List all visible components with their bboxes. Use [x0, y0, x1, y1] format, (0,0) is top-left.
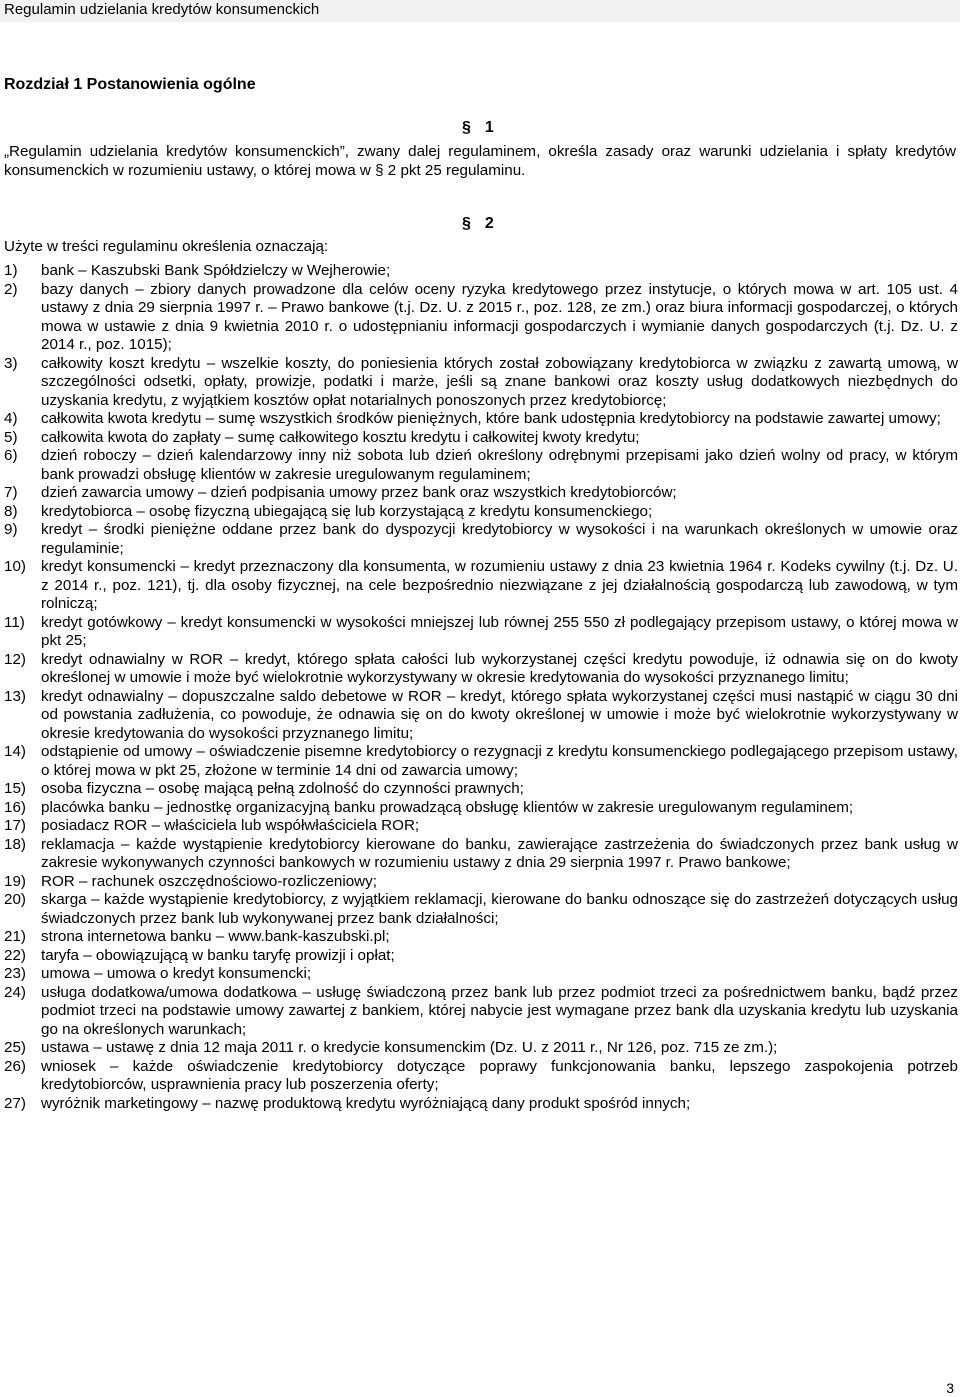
- list-item-text: taryfa – obowiązującą w banku taryfę prowizji i opłat;: [41, 946, 395, 964]
- list-item: [4, 614, 958, 651]
- list-item: [4, 1095, 958, 1114]
- list-item-number: 22): [4, 946, 26, 964]
- list-item-number: 17): [4, 817, 26, 834]
- list-item-text: odstąpienie od umowy – oświadczenie pisemne kredytobiorcy o rezygnacji z kredytu konsumenckiego podlegającego przepisom ustawy, o której mowa w pkt 25, złożone w terminie 14 dni od zawarcia umowy;: [41, 743, 958, 779]
- list-item-number: 13): [4, 687, 26, 705]
- list-item-number: 27): [4, 1094, 26, 1112]
- list-item-number: 23): [4, 965, 26, 982]
- list-item: [4, 410, 958, 429]
- list-item-number: 24): [4, 983, 26, 1001]
- list-item: [4, 429, 958, 448]
- list-item-text: reklamacja – każde wystąpienie kredytobiorcy kierowane do banku, zawierające zastrzeżenia do świadczonych przez bank usług w zakresie wykonywanych czynności bankowych w rozumieniu ustawy z dnia 29 sierpnia 1997 r. Prawo bankowe;: [41, 835, 958, 871]
- list-item-number: 8): [4, 502, 18, 520]
- list-item: [4, 873, 958, 892]
- list-item-number: 26): [4, 1057, 26, 1075]
- section-2-intro-text: Użyte w treści regulaminu określenia oznaczają:: [4, 238, 329, 255]
- section-symbol: §: [462, 119, 471, 136]
- list-item: [4, 817, 958, 836]
- list-item: [4, 688, 958, 744]
- definitions-list: [4, 262, 958, 1113]
- list-item-text: kredyt odnawialny – dopuszczalne saldo debetowe w ROR – kredyt, którego spłata wykorzystanej części musi nastąpić w ciągu 30 dni od powstania zadłużenia, co powoduje, że odnawia się on do kwoty określonej w umowie i może być wielokrotnie wykorzystywany w okresie kredytowania do wysokości przyznanego limitu;: [41, 687, 958, 742]
- section-1-heading: [462, 118, 494, 138]
- list-item: [4, 965, 958, 984]
- list-item-text: ROR – rachunek oszczędnościowo-rozliczeniowy;: [41, 872, 377, 890]
- list-item: [4, 521, 958, 558]
- section-number: 2: [484, 215, 494, 232]
- list-item-text: umowa – umowa o kredyt konsumencki;: [41, 965, 312, 982]
- list-item-number: 18): [4, 835, 26, 853]
- list-item-text: strona internetowa banku – www.bank-kaszubski.pl;: [41, 928, 390, 945]
- list-item: [4, 799, 958, 818]
- list-item: [4, 484, 958, 503]
- list-item-text: ustawa – ustawę z dnia 12 maja 2011 r. o kredycie konsumenckim (Dz. U. z 2011 r., Nr 126, poz. 715 ze zm.);: [41, 1039, 778, 1056]
- list-item-number: 9): [4, 521, 18, 538]
- document-header: [0, 0, 960, 22]
- list-item-number: 6): [4, 447, 18, 464]
- page-number: 3: [946, 1380, 954, 1396]
- list-item-number: 14): [4, 743, 26, 760]
- list-item-text: kredyt – środki pieniężne oddane przez bank do dyspozycji kredytobiorcy w wysokości i na warunkach określonych w umowie oraz regulaminie;: [41, 521, 958, 557]
- list-item-text: dzień roboczy – dzień kalendarzowy inny niż sobota lub dzień określony odrębnymi przepisami jako dzień wolny od pracy, w którym bank prowadzi obsługę klientów w zakresie uregulowanym regulaminem;: [41, 447, 958, 483]
- list-item-text: placówka banku – jednostkę organizacyjną banku prowadzącą obsługę klientów w zakresie uregulowanym regulaminem;: [41, 798, 854, 816]
- list-item-number: 15): [4, 780, 26, 797]
- list-item: [4, 447, 958, 484]
- list-item: [4, 651, 958, 688]
- list-item-number: 25): [4, 1039, 26, 1056]
- chapter-title: Rozdział 1 Postanowienia ogólne: [4, 76, 256, 93]
- list-item-number: 12): [4, 650, 26, 668]
- list-item-number: 5): [4, 428, 18, 446]
- list-item-number: 20): [4, 891, 26, 908]
- list-item: [4, 503, 958, 522]
- section-2-intro: [4, 238, 956, 257]
- list-item: [4, 743, 958, 780]
- list-item: [4, 947, 958, 966]
- list-item-text: kredyt konsumencki – kredyt przeznaczony dla konsumenta, w rozumieniu ustawy z dnia 23 kwietnia 1964 r. Kodeks cywilny (t.j. Dz. U. z 2014 r., poz. 121), tj. dla osoby fizycznej, na cele bezpośrednio niezwiązane z jej działalnością gospodarczą lub zawodową, w tym rolniczą;: [41, 558, 958, 612]
- list-item-number: 3): [4, 354, 18, 372]
- list-item-text: kredyt gotówkowy – kredyt konsumencki w wysokości mniejszej lub równej 255 550 zł podlegający przepisom ustawy, o której mowa w pkt 25;: [41, 613, 958, 649]
- list-item: [4, 262, 958, 281]
- list-item-text: osoba fizyczna – osobę mającą pełną zdolność do czynności prawnych;: [41, 780, 524, 797]
- list-item-text: całkowity koszt kredytu – wszelkie koszty, do poniesienia których został zobowiązany kredytobiorca w związku z zawartą umową, w szczególności odsetki, opłaty, prowizje, podatki i marże, jeśli są znane bankowi oraz koszty usług dodatkowych niezbędnych do uzyskania kredytu, z wyjątkiem kosztów opłat notarialnych ponoszonych przez kredytobiorcę;: [41, 354, 958, 409]
- list-item-text: usługa dodatkowa/umowa dodatkowa – usługę świadczoną przez bank lub przez podmiot trzeci za pośrednictwem banku, bądź przez podmiot trzeci na podstawie umowy zawartej z bankiem, której nabycie jest wymagane przez bank dla uzyskania kredytu lub uzyskania go na określonych warunkach;: [41, 983, 958, 1038]
- list-item-number: 21): [4, 928, 26, 945]
- section-symbol: §: [462, 215, 471, 232]
- list-item-text: bazy danych – zbiory danych prowadzone dla celów oceny ryzyka kredytowego przez instytucje, o których mowa w art. 105 ust. 4 ustawy z dnia 29 sierpnia 1997 r. – Prawo bankowe (t.j. Dz. U. z 2015 r., poz. 128, ze zm.) oraz biura informacji gospodarczej, o których mowa w ustawie z dnia 9 kwietnia 2010 r. o udostępnianiu informacji gospodarczych i wymianie danych gospodarczych (t.j. Dz. U. z 2014 r., poz. 1015);: [41, 280, 958, 353]
- list-item-number: 2): [4, 280, 18, 298]
- list-item: [4, 558, 958, 614]
- list-item-number: 19): [4, 872, 26, 890]
- list-item: [4, 928, 958, 947]
- list-item-text: kredytobiorca – osobę fizyczną ubiegającą się lub korzystającą z kredytu konsumenckiego;: [41, 502, 653, 520]
- list-item-number: 4): [4, 410, 18, 427]
- section-1-text: „Regulamin udzielania kredytów konsumenckich”, zwany dalej regulaminem, określa zasady oraz warunki udzielania i spłaty kredytów konsumenckich w rozumieniu ustawy, o której mowa w § 2 pkt 25 regulaminu.: [4, 143, 956, 179]
- section-1-body: [4, 143, 956, 180]
- list-item: [4, 780, 958, 799]
- list-item-text: całkowita kwota do zapłaty – sumę całkowitego kosztu kredytu i całkowitej kwoty kredytu;: [41, 428, 640, 446]
- section-number: 1: [484, 119, 494, 136]
- list-item-text: bank – Kaszubski Bank Spółdzielczy w Wejherowie;: [41, 262, 391, 279]
- list-item-text: całkowita kwota kredytu – sumę wszystkich środków pieniężnych, które bank udostępnia kredytobiorcy na podstawie zawartej umowy;: [41, 410, 941, 427]
- list-item-number: 10): [4, 558, 26, 575]
- list-item-number: 1): [4, 262, 18, 279]
- list-item-number: 11): [4, 613, 25, 631]
- list-item: [4, 1058, 958, 1095]
- list-item-number: 7): [4, 484, 18, 501]
- list-item: [4, 836, 958, 873]
- section-2-heading: [462, 214, 494, 234]
- list-item: [4, 281, 958, 355]
- list-item: [4, 1039, 958, 1058]
- document-title: Regulamin udzielania kredytów konsumenckich: [4, 1, 320, 18]
- list-item-text: wniosek – każde oświadczenie kredytobiorcy dotyczące poprawy funkcjonowania banku, lepszego zaspokojenia potrzeb kredytobiorców, usprawnienia pracy lub poszerzenia oferty;: [41, 1057, 958, 1093]
- list-item-number: 16): [4, 798, 26, 816]
- list-item: [4, 891, 958, 928]
- list-item: [4, 355, 958, 411]
- list-item-text: kredyt odnawialny w ROR – kredyt, którego spłata całości lub wykorzystanej części kredytu powoduje, iż odnawia się on do kwoty określonej w umowie i może być wielokrotnie wykorzystywany w okresie kredytowania do wysokości przyznanego limitu;: [41, 650, 958, 686]
- list-item: [4, 984, 958, 1040]
- list-item-text: skarga – każde wystąpienie kredytobiorcy, z wyjątkiem reklamacji, kierowane do banku odnoszące się do zastrzeżeń dotyczących usług świadczonych przez bank lub wykonywanej przez bank działalności;: [41, 891, 958, 927]
- list-item-text: dzień zawarcia umowy – dzień podpisania umowy przez bank oraz wszystkich kredytobiorców;: [41, 484, 677, 501]
- list-item-text: wyróżnik marketingowy – nazwę produktową kredytu wyróżniającą dany produkt spośród innych;: [41, 1094, 691, 1112]
- list-item-text: posiadacz ROR – właściciela lub współwłaściciela ROR;: [41, 817, 420, 834]
